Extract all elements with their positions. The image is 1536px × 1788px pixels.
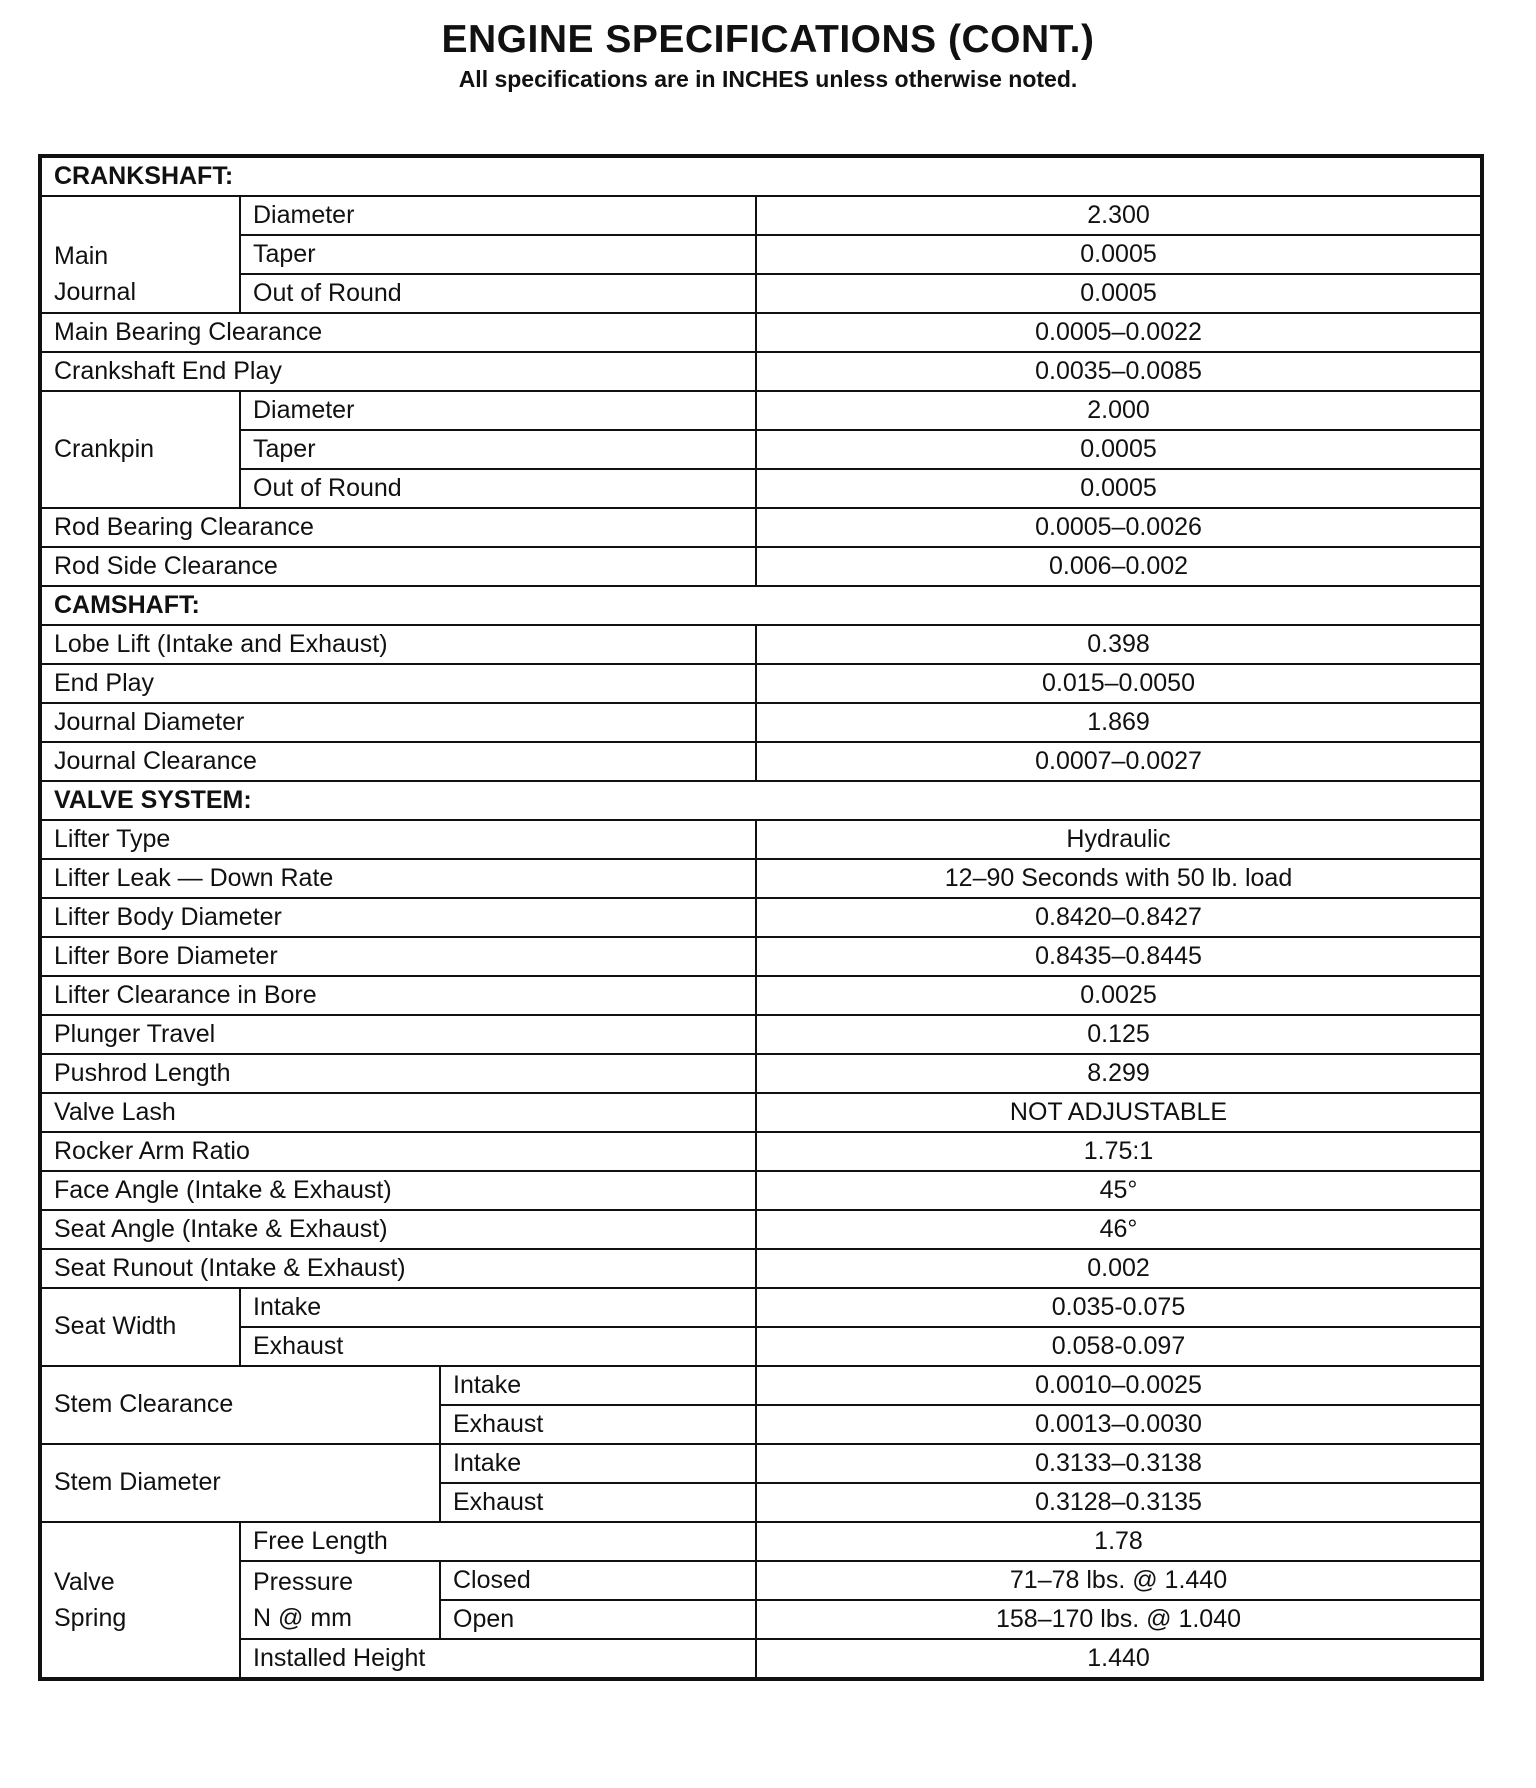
seat-runout-value: 0.002 <box>756 1249 1482 1288</box>
main-bearing-clearance-value: 0.0005–0.0022 <box>756 313 1482 352</box>
main-journal-oor-value: 0.0005 <box>756 274 1482 313</box>
table-row <box>40 1288 1482 1327</box>
table-row <box>40 235 1482 274</box>
lifter-leak-down-value: 12–90 Seconds with 50 lb. load <box>756 859 1482 898</box>
seat-width-intake-value: 0.035-0.075 <box>756 1288 1482 1327</box>
table-row <box>40 1366 1482 1405</box>
table-row <box>40 937 1482 976</box>
valve-lash-label: Valve Lash <box>40 1093 756 1132</box>
stem-diameter-exhaust-value: 0.3128–0.3135 <box>756 1483 1482 1522</box>
crankshaft-end-play-label: Crankshaft End Play <box>40 352 756 391</box>
table-row <box>40 1444 1482 1483</box>
lobe-lift-label: Lobe Lift (Intake and Exhaust) <box>40 625 756 664</box>
crankpin-taper-value: 0.0005 <box>756 430 1482 469</box>
table-row <box>40 1639 1482 1679</box>
section-row-crankshaft <box>40 156 1482 196</box>
crankpin-oor-value: 0.0005 <box>756 469 1482 508</box>
table-row <box>40 742 1482 781</box>
free-length-value: 1.78 <box>756 1522 1482 1561</box>
lifter-body-diameter-value: 0.8420–0.8427 <box>756 898 1482 937</box>
table-row <box>40 1054 1482 1093</box>
face-angle-label: Face Angle (Intake & Exhaust) <box>40 1171 756 1210</box>
table-row <box>40 1171 1482 1210</box>
pushrod-length-label: Pushrod Length <box>40 1054 756 1093</box>
seat-angle-value: 46° <box>756 1210 1482 1249</box>
rod-side-clearance-label: Rod Side Clearance <box>40 547 756 586</box>
installed-height-value: 1.440 <box>756 1639 1482 1679</box>
lifter-clearance-value: 0.0025 <box>756 976 1482 1015</box>
main-journal-diameter-label: Diameter <box>240 196 756 235</box>
table-row <box>40 1249 1482 1288</box>
table-row <box>40 1522 1482 1561</box>
lifter-bore-diameter-value: 0.8435–0.8445 <box>756 937 1482 976</box>
crankshaft-end-play-value: 0.0035–0.0085 <box>756 352 1482 391</box>
stem-clearance-exhaust-value: 0.0013–0.0030 <box>756 1405 1482 1444</box>
engine-spec-table <box>38 154 1484 1681</box>
table-row <box>40 430 1482 469</box>
crankpin-label: Crankpin <box>40 391 240 508</box>
table-row <box>40 1093 1482 1132</box>
camshaft-end-play-value: 0.015–0.0050 <box>756 664 1482 703</box>
journal-clearance-value: 0.0007–0.0027 <box>756 742 1482 781</box>
seat-runout-label: Seat Runout (Intake & Exhaust) <box>40 1249 756 1288</box>
main-bearing-clearance-label: Main Bearing Clearance <box>40 313 756 352</box>
table-row <box>40 820 1482 859</box>
table-row <box>40 703 1482 742</box>
table-row <box>40 1327 1482 1366</box>
table-row <box>40 1132 1482 1171</box>
installed-height-label: Installed Height <box>240 1639 756 1679</box>
spring-open-value: 158–170 lbs. @ 1.040 <box>756 1600 1482 1639</box>
table-row <box>40 508 1482 547</box>
crankpin-diameter-label: Diameter <box>240 391 756 430</box>
journal-clearance-label: Journal Clearance <box>40 742 756 781</box>
plunger-travel-label: Plunger Travel <box>40 1015 756 1054</box>
seat-width-exhaust-value: 0.058-0.097 <box>756 1327 1482 1366</box>
stem-clearance-intake-label: Intake <box>440 1366 756 1405</box>
table-row <box>40 664 1482 703</box>
page-subtitle: All specifications are in INCHES unless otherwise noted. <box>458 66 1078 92</box>
seat-width-label: Seat Width <box>40 1288 240 1366</box>
seat-angle-label: Seat Angle (Intake & Exhaust) <box>40 1210 756 1249</box>
page-title: ENGINE SPECIFICATIONS (CONT.) <box>441 18 1095 61</box>
spring-pressure-label <box>240 1561 440 1639</box>
lifter-type-value: Hydraulic <box>756 820 1482 859</box>
seat-width-intake-label: Intake <box>240 1288 756 1327</box>
crankpin-taper-label: Taper <box>240 430 756 469</box>
rod-bearing-clearance-value: 0.0005–0.0026 <box>756 508 1482 547</box>
table-row <box>40 625 1482 664</box>
table-row <box>40 859 1482 898</box>
stem-diameter-intake-label: Intake <box>440 1444 756 1483</box>
journal-diameter-label: Journal Diameter <box>40 703 756 742</box>
stem-clearance-intake-value: 0.0010–0.0025 <box>756 1366 1482 1405</box>
spring-pressure-label-line2: N @ mm <box>253 1604 352 1632</box>
plunger-travel-value: 0.125 <box>756 1015 1482 1054</box>
main-journal-oor-label: Out of Round <box>240 274 756 313</box>
lifter-leak-down-label: Lifter Leak — Down Rate <box>40 859 756 898</box>
stem-clearance-exhaust-label: Exhaust <box>440 1405 756 1444</box>
section-row-camshaft <box>40 586 1482 625</box>
section-header-crankshaft: CRANKSHAFT: <box>40 156 1482 196</box>
main-journal-label-line1: Main <box>54 241 109 270</box>
table-row <box>40 976 1482 1015</box>
main-journal-label-line2: Journal <box>54 277 136 306</box>
lifter-body-diameter-label: Lifter Body Diameter <box>40 898 756 937</box>
table-row <box>40 196 1482 235</box>
table-row <box>40 547 1482 586</box>
crankpin-oor-label: Out of Round <box>240 469 756 508</box>
pushrod-length-value: 8.299 <box>756 1054 1482 1093</box>
valve-spring-label-line1: Valve <box>54 1567 115 1596</box>
table-row <box>40 274 1482 313</box>
rocker-arm-ratio-value: 1.75:1 <box>756 1132 1482 1171</box>
table-row <box>40 313 1482 352</box>
stem-diameter-intake-value: 0.3133–0.3138 <box>756 1444 1482 1483</box>
lobe-lift-value: 0.398 <box>756 625 1482 664</box>
section-header-valve-system: VALVE SYSTEM: <box>40 781 1482 820</box>
valve-spring-label-line2: Spring <box>54 1604 127 1632</box>
main-journal-diameter-value: 2.300 <box>756 196 1482 235</box>
stem-diameter-exhaust-label: Exhaust <box>440 1483 756 1522</box>
table-row <box>40 1561 1482 1600</box>
seat-width-exhaust-label: Exhaust <box>240 1327 756 1366</box>
table-row <box>40 391 1482 430</box>
journal-diameter-value: 1.869 <box>756 703 1482 742</box>
lifter-clearance-label: Lifter Clearance in Bore <box>40 976 756 1015</box>
section-row-valve-system <box>40 781 1482 820</box>
main-journal-label <box>40 196 240 313</box>
free-length-label: Free Length <box>240 1522 756 1561</box>
spring-closed-label: Closed <box>440 1561 756 1600</box>
crankpin-diameter-value: 2.000 <box>756 391 1482 430</box>
spring-open-label: Open <box>440 1600 756 1639</box>
main-journal-taper-value: 0.0005 <box>756 235 1482 274</box>
lifter-bore-diameter-label: Lifter Bore Diameter <box>40 937 756 976</box>
rod-side-clearance-value: 0.006–0.002 <box>756 547 1482 586</box>
spring-closed-value: 71–78 lbs. @ 1.440 <box>756 1561 1482 1600</box>
table-row <box>40 352 1482 391</box>
face-angle-value: 45° <box>756 1171 1482 1210</box>
table-row <box>40 1210 1482 1249</box>
stem-diameter-label: Stem Diameter <box>40 1444 440 1522</box>
camshaft-end-play-label: End Play <box>40 664 756 703</box>
valve-lash-value: NOT ADJUSTABLE <box>756 1093 1482 1132</box>
valve-spring-label <box>40 1522 240 1679</box>
spring-pressure-label-line1: Pressure <box>253 1567 354 1596</box>
stem-clearance-label: Stem Clearance <box>40 1366 440 1444</box>
lifter-type-label: Lifter Type <box>40 820 756 859</box>
table-row <box>40 1015 1482 1054</box>
section-header-camshaft: CAMSHAFT: <box>40 586 1482 625</box>
rocker-arm-ratio-label: Rocker Arm Ratio <box>40 1132 756 1171</box>
table-row <box>40 469 1482 508</box>
table-row <box>40 898 1482 937</box>
rod-bearing-clearance-label: Rod Bearing Clearance <box>40 508 756 547</box>
main-journal-taper-label: Taper <box>240 235 756 274</box>
